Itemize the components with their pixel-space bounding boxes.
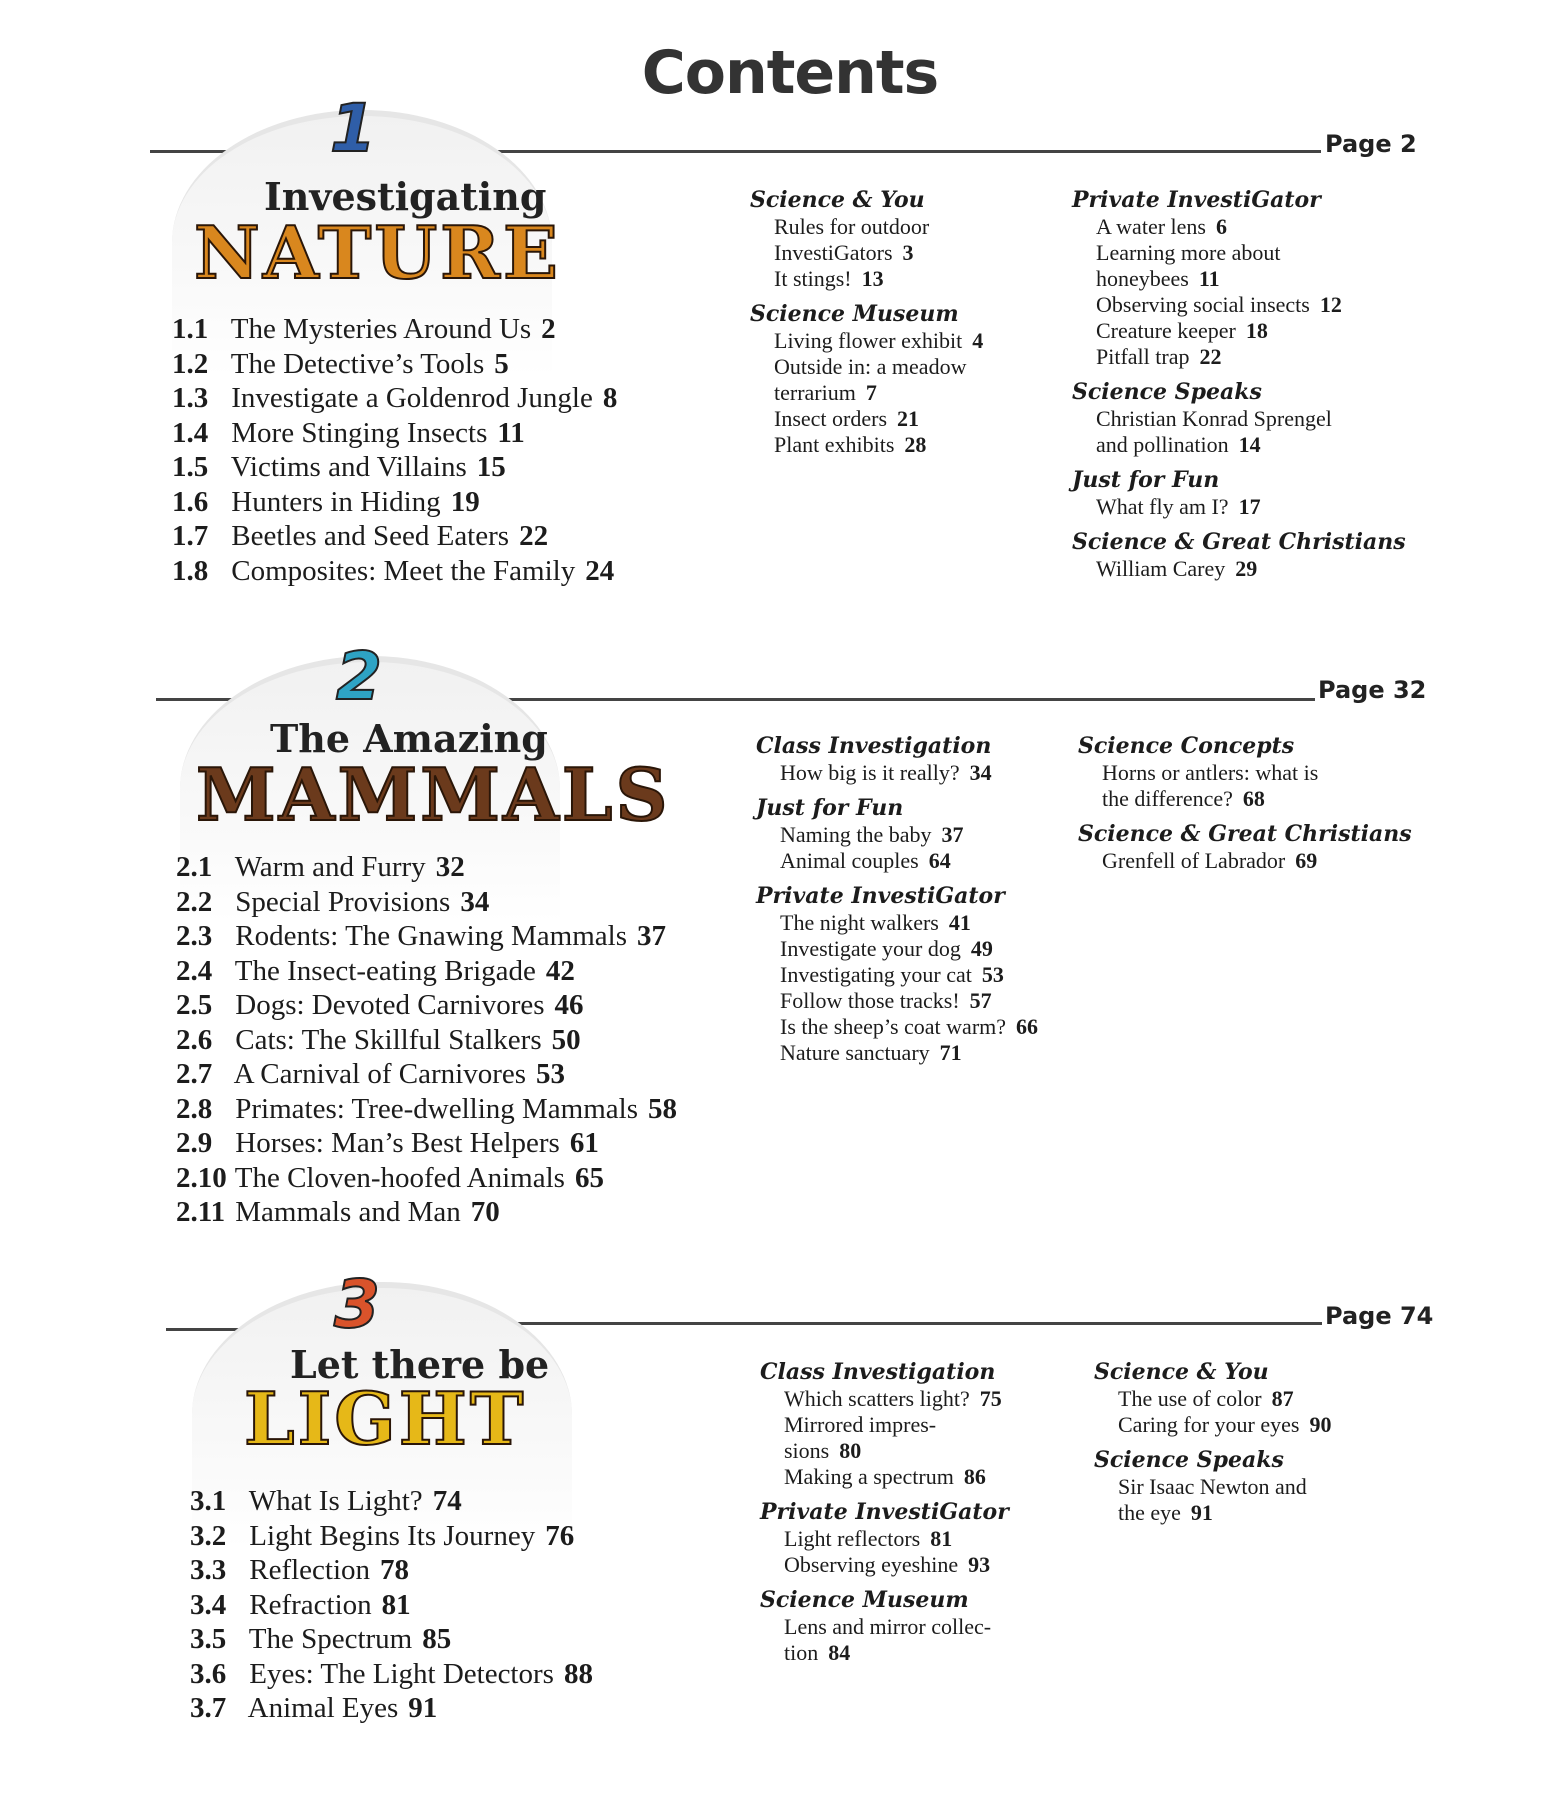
feature-item[interactable]: Living flower exhibit 4 (774, 328, 984, 353)
feature-heading: Science & You (750, 187, 925, 213)
feature-group (1072, 378, 1402, 458)
unit-3-title-big: LIGHT (244, 1376, 527, 1461)
feature-group (756, 794, 1086, 874)
feature-item[interactable]: Animal couples 64 (780, 848, 951, 873)
feature-item[interactable]: Light reflectors 81 (784, 1526, 953, 1551)
unit-2-features-col-1 (756, 732, 1086, 1074)
unit-2-title-small: The Amazing (270, 716, 548, 761)
feature-item[interactable]: A water lens 6 (1096, 214, 1227, 239)
feature-heading: Science Museum (760, 1587, 969, 1613)
lesson-1-5[interactable]: 1.5 Victims and Villains 15 (172, 451, 506, 483)
lesson-3-6[interactable]: 3.6 Eyes: The Light Detectors 88 (190, 1657, 593, 1690)
feature-item[interactable]: Christian Konrad Sprengel and pollination 14 (1096, 406, 1332, 457)
feature-group (1094, 1358, 1424, 1438)
unit-3-badge (172, 1262, 592, 1461)
feature-group (756, 882, 1086, 1066)
unit-3-page-ref: Page 74 (1325, 1302, 1434, 1330)
unit-2-number: 2 (336, 638, 382, 715)
feature-group (1072, 528, 1406, 582)
lesson-2-8[interactable]: 2.8 Primates: Tree-dwelling Mammals 58 (176, 1092, 677, 1125)
feature-heading: Science & Great Christians (1072, 529, 1406, 555)
unit-2-badge (160, 636, 671, 837)
feature-item[interactable]: Investigating your cat 53 (780, 962, 1004, 987)
feature-item[interactable]: Horns or antlers: what is the difference? 68 (1102, 760, 1319, 811)
feature-group (1078, 820, 1412, 874)
feature-item[interactable]: Making a spectrum 86 (784, 1464, 986, 1489)
lesson-2-7[interactable]: 2.7 A Carnival of Carnivores 53 (176, 1058, 566, 1090)
feature-heading: Just for Fun (756, 795, 904, 821)
feature-group (1078, 732, 1408, 812)
feature-heading: Class Investigation (756, 733, 992, 759)
feature-group (760, 1498, 1090, 1578)
unit-3-title-small: Let there be (290, 1342, 550, 1387)
lesson-3-4[interactable]: 3.4 Refraction 81 (190, 1588, 411, 1621)
unit-2-lessons (176, 850, 677, 1230)
feature-group (750, 300, 1080, 458)
feature-heading: Science Speaks (1094, 1447, 1284, 1473)
feature-heading: Science & You (1094, 1359, 1269, 1385)
feature-group (760, 1358, 1090, 1490)
unit-1-title-big: NATURE (194, 210, 561, 295)
feature-item[interactable]: Lens and mirror collec- tion 84 (784, 1614, 992, 1665)
unit-3-lessons (190, 1484, 593, 1726)
lesson-1-6[interactable]: 1.6 Hunters in Hiding 19 (172, 485, 480, 518)
feature-heading: Science & Great Christians (1078, 821, 1412, 847)
unit-2-section (0, 636, 1555, 1256)
lesson-2-4[interactable]: 2.4 The Insect-eating Brigade 42 (176, 954, 575, 987)
feature-item[interactable]: Sir Isaac Newton and the eye 91 (1118, 1474, 1307, 1525)
unit-2-page-ref: Page 32 (1318, 676, 1427, 704)
page-title: Contents (641, 38, 939, 108)
feature-item[interactable]: Is the sheep’s coat warm? 66 (780, 1014, 1039, 1039)
lesson-3-1[interactable]: 3.1 What Is Light? 74 (190, 1485, 462, 1517)
unit-2-features-col-2 (1078, 732, 1412, 882)
feature-heading: Just for Fun (1072, 467, 1220, 493)
feature-item[interactable]: The use of color 87 (1118, 1386, 1294, 1411)
lesson-2-3[interactable]: 2.3 Rodents: The Gnawing Mammals 37 (176, 920, 666, 952)
feature-group (750, 186, 1080, 292)
lesson-1-3[interactable]: 1.3 Investigate a Goldenrod Jungle 8 (172, 382, 618, 414)
feature-group (756, 732, 1086, 786)
feature-item[interactable]: How big is it really? 34 (780, 760, 992, 785)
unit-1-lessons (172, 312, 617, 588)
feature-heading: Science Speaks (1072, 379, 1262, 405)
lesson-2-10[interactable]: 2.10 The Cloven-hoofed Animals 65 (176, 1161, 604, 1194)
feature-item[interactable]: Naming the baby 37 (780, 822, 964, 847)
feature-item[interactable]: It stings! 13 (774, 266, 884, 291)
lesson-1-1[interactable]: 1.1 The Mysteries Around Us 2 (172, 313, 556, 345)
feature-item[interactable]: Rules for outdoor InvestiGators 3 (774, 214, 930, 265)
feature-item[interactable]: Nature sanctuary 71 (780, 1040, 962, 1065)
lesson-2-6[interactable]: 2.6 Cats: The Skillful Stalkers 50 (176, 1023, 581, 1056)
unit-2-title-big: MAMMALS (196, 752, 671, 837)
feature-item[interactable]: Pitfall trap 22 (1096, 344, 1222, 369)
unit-1-title-small: Investigating (264, 174, 547, 219)
feature-group (1072, 466, 1402, 520)
lesson-2-9[interactable]: 2.9 Horses: Man’s Best Helpers 61 (176, 1127, 599, 1159)
unit-3-section (0, 1262, 1555, 1782)
lesson-2-11[interactable]: 2.11 Mammals and Man 70 (176, 1196, 500, 1228)
lesson-1-7[interactable]: 1.7 Beetles and Seed Eaters 22 (172, 520, 549, 552)
feature-item[interactable]: Plant exhibits 28 (774, 432, 927, 457)
unit-1-badge (152, 90, 572, 295)
lesson-3-7[interactable]: 3.7 Animal Eyes 91 (190, 1692, 438, 1724)
lesson-2-5[interactable]: 2.5 Dogs: Devoted Carnivores 46 (176, 989, 584, 1021)
feature-heading: Science Museum (750, 301, 959, 327)
feature-heading: Private InvestiGator (1072, 187, 1321, 213)
feature-item[interactable]: Observing eyeshine 93 (784, 1552, 991, 1577)
unit-1-page-ref: Page 2 (1325, 130, 1417, 158)
feature-heading: Private InvestiGator (760, 1499, 1009, 1525)
feature-item[interactable]: What fly am I? 17 (1096, 494, 1261, 519)
feature-heading: Private InvestiGator (756, 883, 1005, 909)
lesson-2-2[interactable]: 2.2 Special Provisions 34 (176, 885, 490, 918)
unit-1-section (0, 90, 1555, 610)
feature-item[interactable]: Observing social insects 12 (1096, 292, 1342, 317)
feature-item[interactable]: Learning more about honeybees 11 (1096, 240, 1281, 291)
feature-group (760, 1586, 1090, 1666)
unit-3-features-col-2 (1094, 1358, 1424, 1534)
lesson-1-4[interactable]: 1.4 More Stinging Insects 11 (172, 416, 525, 449)
unit-1-number: 1 (330, 90, 376, 167)
feature-heading: Science Concepts (1078, 733, 1295, 759)
unit-3-number: 3 (334, 1266, 380, 1343)
unit-3-rule-right (510, 1322, 1322, 1325)
feature-item[interactable]: Investigate your dog 49 (780, 936, 993, 961)
feature-item[interactable]: Mirrored impres- sions 80 (784, 1412, 937, 1463)
feature-item[interactable]: Creature keeper 18 (1096, 318, 1268, 343)
feature-item[interactable]: Grenfell of Labrador 69 (1102, 848, 1318, 873)
unit-2-rule-right (480, 698, 1315, 701)
lesson-3-3[interactable]: 3.3 Reflection 78 (190, 1554, 410, 1586)
lesson-3-5[interactable]: 3.5 The Spectrum 85 (190, 1623, 452, 1655)
lesson-3-2[interactable]: 3.2 Light Begins Its Journey 76 (190, 1519, 575, 1552)
feature-item[interactable]: William Carey 29 (1096, 556, 1258, 581)
unit-1-features-col-2 (1072, 186, 1406, 590)
unit-3-features-col-1 (760, 1358, 1090, 1674)
feature-item[interactable]: Insect orders 21 (774, 406, 920, 431)
unit-1-features-col-1 (750, 186, 1080, 466)
feature-item[interactable]: The night walkers 41 (780, 910, 971, 935)
lesson-2-1[interactable]: 2.1 Warm and Furry 32 (176, 851, 465, 883)
feature-item[interactable]: Follow those tracks! 57 (780, 988, 992, 1013)
feature-item[interactable]: Caring for your eyes 90 (1118, 1412, 1332, 1437)
feature-group (1094, 1446, 1424, 1526)
feature-group (1072, 186, 1402, 370)
lesson-1-8[interactable]: 1.8 Composites: Meet the Family 24 (172, 554, 615, 587)
feature-item[interactable]: Which scatters light? 75 (784, 1386, 1002, 1411)
lesson-1-2[interactable]: 1.2 The Detective’s Tools 5 (172, 347, 509, 380)
feature-item[interactable]: Outside in: a meadow terrarium 7 (774, 354, 967, 405)
unit-1-rule-right (476, 150, 1321, 153)
feature-heading: Class Investigation (760, 1359, 996, 1385)
